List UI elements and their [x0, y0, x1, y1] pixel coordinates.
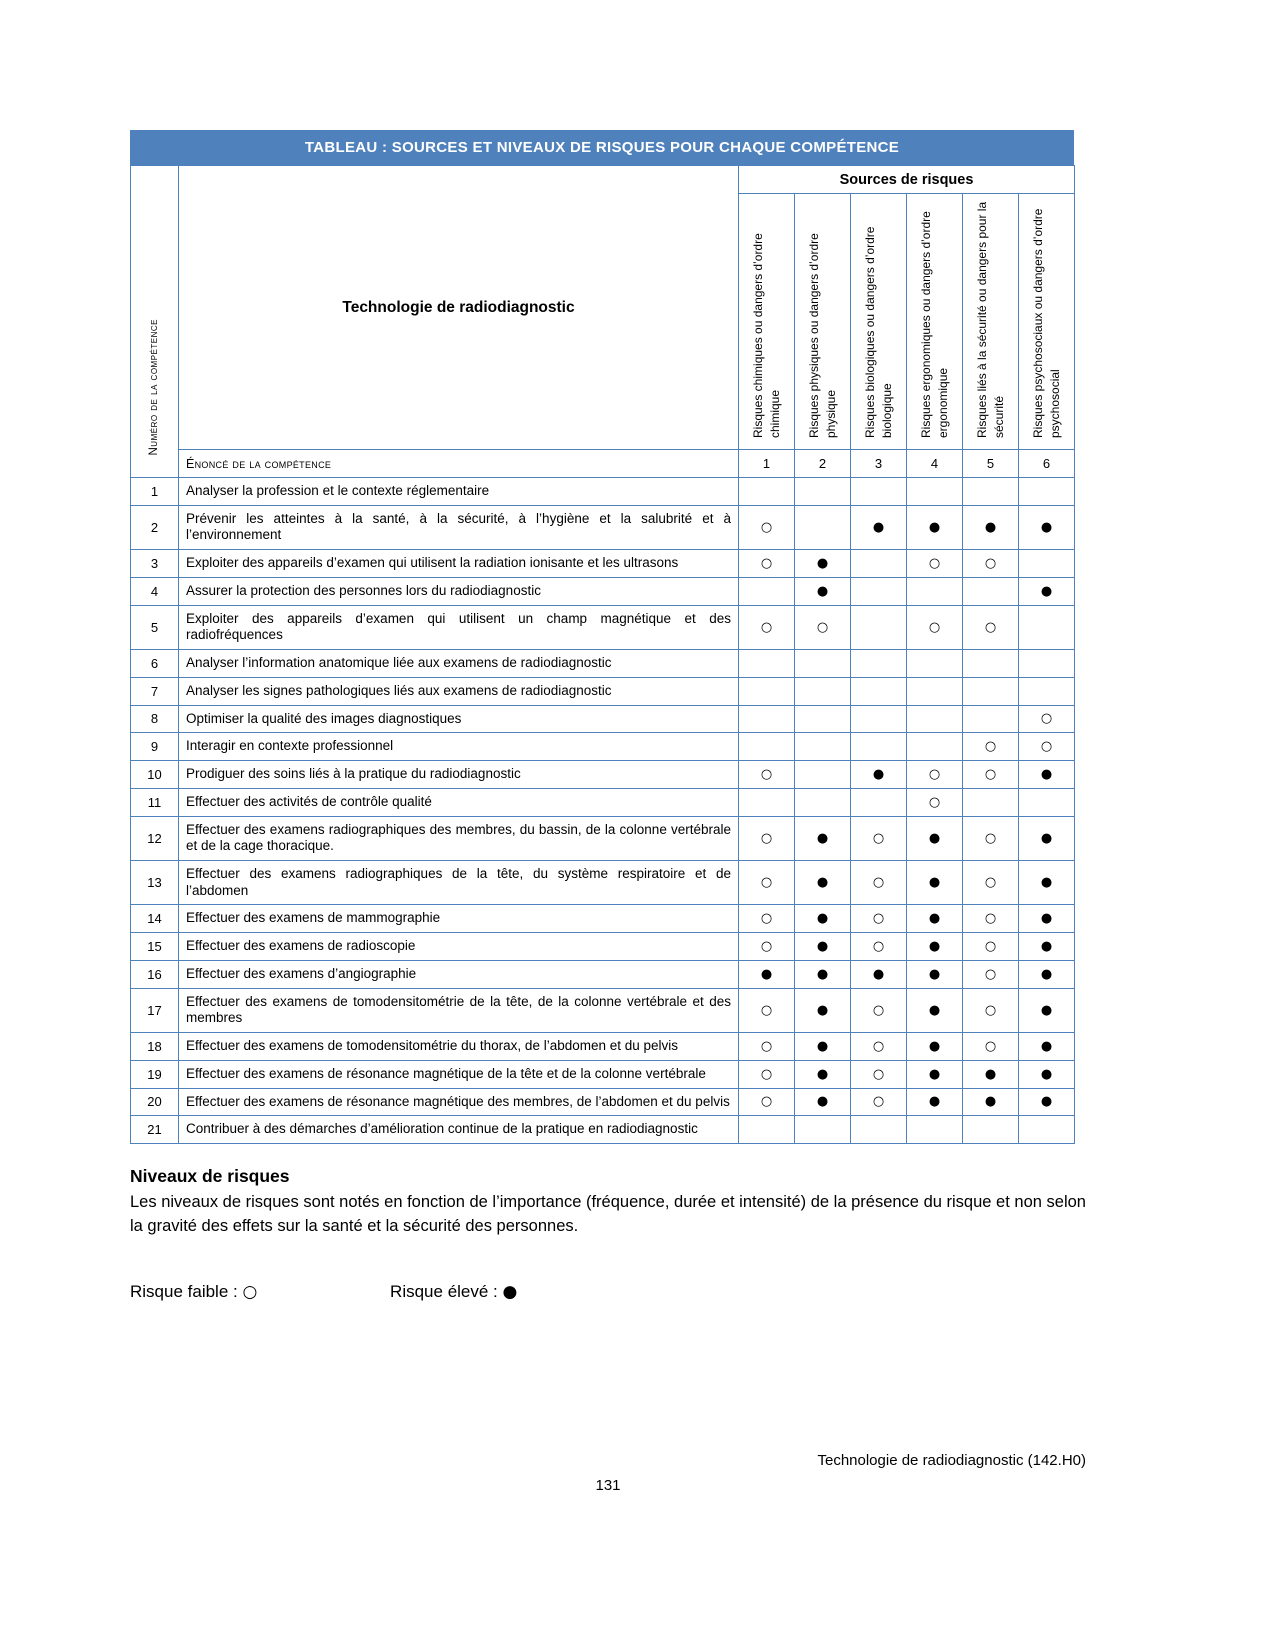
mark-cell-empty: [851, 605, 907, 649]
high-risk-marker: ●: [1019, 960, 1075, 988]
mark-cell-empty: [851, 650, 907, 678]
mark-cell-empty: [1019, 788, 1075, 816]
low-risk-marker: ○: [963, 550, 1019, 578]
competency-number: 5: [131, 605, 179, 649]
mark-cell-empty: [851, 733, 907, 761]
mark-cell-empty: [907, 733, 963, 761]
competency-number: 17: [131, 988, 179, 1032]
mark-cell-empty: [907, 705, 963, 733]
program-title-cell: [179, 166, 739, 450]
competency-text: Effectuer des examens radiographiques des membres, du bassin, de la colonne vertébrale et de la cage thoracique.: [179, 816, 739, 860]
mark-cell-empty: [907, 577, 963, 605]
high-risk-marker: ●: [1019, 933, 1075, 961]
competency-number: 1: [131, 478, 179, 506]
risk-column-label-1: Risques chimiques ou dangers d’ordre chimique: [750, 233, 782, 438]
table-row: [131, 761, 1075, 789]
risk-column-label-4: Risques ergonomiques ou dangers d’ordre ergonomique: [918, 211, 950, 438]
competency-number: 10: [131, 761, 179, 789]
mark-cell-empty: [851, 478, 907, 506]
table-row: [131, 605, 1075, 649]
risk-column-header-3: [851, 194, 907, 450]
low-risk-marker: ○: [739, 1033, 795, 1061]
high-risk-marker: ●: [963, 505, 1019, 549]
competency-text: Effectuer des examens de radioscopie: [179, 933, 739, 961]
competency-text: Exploiter des appareils d’examen qui utilisent la radiation ionisante et les ultrasons: [179, 550, 739, 578]
risk-column-number-4: 4: [907, 450, 963, 478]
low-risk-marker: ○: [963, 905, 1019, 933]
competency-number: 21: [131, 1116, 179, 1144]
competency-number: 2: [131, 505, 179, 549]
low-risk-marker: ○: [739, 1088, 795, 1116]
competency-text: Analyser l’information anatomique liée aux examens de radiodiagnostic: [179, 650, 739, 678]
competency-number: 9: [131, 733, 179, 761]
risk-column-label-2: Risques physiques ou dangers d’ordre physique: [806, 233, 838, 438]
competency-number: 7: [131, 677, 179, 705]
mark-cell-empty: [963, 677, 1019, 705]
high-risk-marker: ●: [907, 960, 963, 988]
competency-text: Effectuer des examens radiographiques de la tête, du système respiratoire et de l’abdomen: [179, 861, 739, 905]
competency-number: 20: [131, 1088, 179, 1116]
low-risk-marker: ○: [739, 1060, 795, 1088]
high-risk-marker: ●: [907, 933, 963, 961]
risk-column-header-6: [1019, 194, 1075, 450]
table-row: [131, 1033, 1075, 1061]
table-row: [131, 650, 1075, 678]
table-section: [130, 130, 1086, 1302]
high-risk-marker: ●: [907, 1088, 963, 1116]
table-row: [131, 933, 1075, 961]
low-risk-marker: ○: [739, 505, 795, 549]
numero-column-label: Numéro de la compétence: [148, 319, 161, 456]
high-risk-marker: ●: [1019, 505, 1075, 549]
program-title: Technologie de radiodiagnostic: [342, 298, 575, 316]
competency-text: Effectuer des examens de mammographie: [179, 905, 739, 933]
competency-text: Effectuer des activités de contrôle qualité: [179, 788, 739, 816]
table-row: [131, 1088, 1075, 1116]
table-title-bar: TABLEAU : SOURCES ET NIVEAUX DE RISQUES POUR CHAQUE COMPÉTENCE: [130, 130, 1074, 165]
competency-number: 8: [131, 705, 179, 733]
mark-cell-empty: [907, 650, 963, 678]
high-risk-marker: ●: [1019, 1033, 1075, 1061]
low-risk-marker: ○: [851, 816, 907, 860]
competency-number: 13: [131, 861, 179, 905]
low-risk-marker: ○: [739, 905, 795, 933]
competency-text: Analyser les signes pathologiques liés aux examens de radiodiagnostic: [179, 677, 739, 705]
risk-column-header-2: [795, 194, 851, 450]
high-risk-marker: ●: [907, 905, 963, 933]
mark-cell-empty: [795, 705, 851, 733]
low-risk-marker: ○: [1019, 733, 1075, 761]
low-risk-marker: ○: [1019, 705, 1075, 733]
competency-number: 4: [131, 577, 179, 605]
competency-number: 16: [131, 960, 179, 988]
mark-cell-empty: [795, 677, 851, 705]
legend-high-label: Risque élevé :: [390, 1281, 498, 1301]
page-number: 131: [595, 1477, 621, 1494]
mark-cell-empty: [739, 650, 795, 678]
low-risk-marker: ○: [851, 905, 907, 933]
document-footer: Technologie de radiodiagnostic (142.H0): [817, 1452, 1086, 1469]
mark-cell-empty: [795, 650, 851, 678]
high-risk-marker: ●: [1019, 577, 1075, 605]
high-risk-marker: ●: [851, 761, 907, 789]
high-risk-marker: ●: [1019, 861, 1075, 905]
low-risk-symbol: ○: [242, 1281, 258, 1302]
high-risk-marker: ●: [739, 960, 795, 988]
low-risk-marker: ○: [851, 1033, 907, 1061]
low-risk-marker: ○: [963, 1033, 1019, 1061]
mark-cell-empty: [963, 705, 1019, 733]
notes-body: Les niveaux de risques sont notés en fonction de l’importance (fréquence, durée et intensité) de la présence du risque et non selon la gravité des effets sur la santé et la sécurité des personnes.: [130, 1193, 1086, 1235]
low-risk-marker: ○: [739, 861, 795, 905]
low-risk-marker: ○: [739, 933, 795, 961]
low-risk-marker: ○: [963, 933, 1019, 961]
competency-text: Optimiser la qualité des images diagnostiques: [179, 705, 739, 733]
competency-text: Exploiter des appareils d’examen qui utilisent un champ magnétique et des radiofréquences: [179, 605, 739, 649]
table-row: [131, 788, 1075, 816]
high-risk-marker: ●: [1019, 905, 1075, 933]
table-row: [131, 505, 1075, 549]
competency-number: 15: [131, 933, 179, 961]
mark-cell-empty: [963, 650, 1019, 678]
sources-header: Sources de risques: [739, 166, 1075, 194]
competency-number: 12: [131, 816, 179, 860]
competency-text: Effectuer des examens de résonance magnétique de la tête et de la colonne vertébrale: [179, 1060, 739, 1088]
high-risk-marker: ●: [795, 816, 851, 860]
high-risk-marker: ●: [907, 505, 963, 549]
mark-cell-empty: [795, 788, 851, 816]
high-risk-marker: ●: [795, 905, 851, 933]
low-risk-marker: ○: [963, 761, 1019, 789]
competency-number: 18: [131, 1033, 179, 1061]
mark-cell-empty: [795, 478, 851, 506]
low-risk-marker: ○: [739, 550, 795, 578]
mark-cell-empty: [795, 761, 851, 789]
high-risk-marker: ●: [795, 933, 851, 961]
competency-text: Effectuer des examens de tomodensitométrie du thorax, de l’abdomen et du pelvis: [179, 1033, 739, 1061]
risk-column-number-5: 5: [963, 450, 1019, 478]
competency-text: Interagir en contexte professionnel: [179, 733, 739, 761]
low-risk-marker: ○: [739, 988, 795, 1032]
mark-cell-empty: [1019, 677, 1075, 705]
mark-cell-empty: [1019, 650, 1075, 678]
high-risk-marker: ●: [795, 960, 851, 988]
competency-text: Prévenir les atteintes à la santé, à la sécurité, à l’hygiène et la salubrité et à l’environnement: [179, 505, 739, 549]
high-risk-marker: ●: [795, 1033, 851, 1061]
low-risk-marker: ○: [907, 788, 963, 816]
mark-cell-empty: [851, 1116, 907, 1144]
low-risk-marker: ○: [907, 550, 963, 578]
table-row: [131, 1060, 1075, 1088]
mark-cell-empty: [851, 705, 907, 733]
mark-cell-empty: [963, 478, 1019, 506]
high-risk-marker: ●: [1019, 1088, 1075, 1116]
low-risk-marker: ○: [795, 605, 851, 649]
high-risk-marker: ●: [795, 1060, 851, 1088]
mark-cell-empty: [739, 705, 795, 733]
risk-column-number-6: 6: [1019, 450, 1075, 478]
mark-cell-empty: [907, 677, 963, 705]
mark-cell-empty: [739, 1116, 795, 1144]
enonce-row: [131, 450, 1075, 478]
high-risk-marker: ●: [1019, 761, 1075, 789]
table-row: [131, 550, 1075, 578]
table-row: [131, 905, 1075, 933]
risk-legend: [130, 1282, 1086, 1302]
low-risk-marker: ○: [851, 1060, 907, 1088]
mark-cell-empty: [907, 1116, 963, 1144]
header-row-top: [131, 166, 1075, 194]
risk-column-number-3: 3: [851, 450, 907, 478]
table-row: [131, 705, 1075, 733]
mark-cell-empty: [739, 577, 795, 605]
table-row: [131, 861, 1075, 905]
mark-cell-empty: [795, 1116, 851, 1144]
low-risk-marker: ○: [963, 605, 1019, 649]
mark-cell-empty: [795, 733, 851, 761]
high-risk-marker: ●: [907, 988, 963, 1032]
high-risk-marker: ●: [795, 1088, 851, 1116]
low-risk-marker: ○: [907, 605, 963, 649]
low-risk-marker: ○: [963, 988, 1019, 1032]
high-risk-symbol: ●: [502, 1281, 518, 1302]
enonce-label: Énoncé de la compétence: [179, 450, 739, 478]
low-risk-marker: ○: [739, 816, 795, 860]
competency-number: 6: [131, 650, 179, 678]
high-risk-marker: ●: [795, 577, 851, 605]
high-risk-marker: ●: [795, 861, 851, 905]
table-row: [131, 677, 1075, 705]
mark-cell-empty: [739, 788, 795, 816]
mark-cell-empty: [1019, 1116, 1075, 1144]
risk-column-number-2: 2: [795, 450, 851, 478]
mark-cell-empty: [1019, 550, 1075, 578]
mark-cell-empty: [739, 677, 795, 705]
risk-column-label-3: Risques biologiques ou dangers d’ordre biologique: [862, 226, 894, 438]
competency-rows: [131, 478, 1075, 1144]
mark-cell-empty: [851, 577, 907, 605]
risk-column-header-4: [907, 194, 963, 450]
low-risk-marker: ○: [739, 761, 795, 789]
mark-cell-empty: [851, 677, 907, 705]
competency-text: Effectuer des examens de résonance magnétique des membres, de l’abdomen et du pelvis: [179, 1088, 739, 1116]
risk-column-number-1: 1: [739, 450, 795, 478]
mark-cell-empty: [963, 788, 1019, 816]
table-row: [131, 478, 1075, 506]
low-risk-marker: ○: [851, 1088, 907, 1116]
low-risk-marker: ○: [739, 605, 795, 649]
high-risk-marker: ●: [907, 1033, 963, 1061]
low-risk-marker: ○: [963, 861, 1019, 905]
competency-number: 14: [131, 905, 179, 933]
mark-cell-empty: [907, 478, 963, 506]
competency-text: Effectuer des examens d’angiographie: [179, 960, 739, 988]
high-risk-marker: ●: [851, 505, 907, 549]
table-row: [131, 733, 1075, 761]
risk-column-label-5: Risques liés à la sécurité ou dangers pour la sécurité: [974, 201, 1006, 438]
competency-text: Contribuer à des démarches d’amélioration continue de la pratique en radiodiagnostic: [179, 1116, 739, 1144]
high-risk-marker: ●: [851, 960, 907, 988]
mark-cell-empty: [739, 478, 795, 506]
low-risk-marker: ○: [963, 960, 1019, 988]
table-row: [131, 988, 1075, 1032]
mark-cell-empty: [1019, 478, 1075, 506]
high-risk-marker: ●: [907, 861, 963, 905]
table-row: [131, 816, 1075, 860]
table-row: [131, 577, 1075, 605]
high-risk-marker: ●: [1019, 988, 1075, 1032]
high-risk-marker: ●: [1019, 1060, 1075, 1088]
notes-heading: Niveaux de risques: [130, 1166, 290, 1187]
mark-cell-empty: [963, 577, 1019, 605]
high-risk-marker: ●: [1019, 816, 1075, 860]
table-row: [131, 960, 1075, 988]
competency-number: 19: [131, 1060, 179, 1088]
low-risk-marker: ○: [851, 988, 907, 1032]
competency-text: Assurer la protection des personnes lors du radiodiagnostic: [179, 577, 739, 605]
notes-section: [130, 1166, 1086, 1302]
risk-column-label-6: Risques psychosociaux ou dangers d’ordre psychosocial: [1030, 208, 1062, 438]
risk-column-header-5: [963, 194, 1019, 450]
low-risk-marker: ○: [851, 861, 907, 905]
low-risk-marker: ○: [963, 733, 1019, 761]
competency-text: Prodiguer des soins liés à la pratique du radiodiagnostic: [179, 761, 739, 789]
mark-cell-empty: [1019, 605, 1075, 649]
table-row: [131, 1116, 1075, 1144]
mark-cell-empty: [795, 505, 851, 549]
competency-number: 11: [131, 788, 179, 816]
table-header: [131, 166, 1075, 478]
high-risk-marker: ●: [795, 550, 851, 578]
competency-text: Effectuer des examens de tomodensitométrie de la tête, de la colonne vertébrale et des membres: [179, 988, 739, 1032]
numero-column-header: [131, 166, 179, 478]
high-risk-marker: ●: [795, 988, 851, 1032]
low-risk-marker: ○: [851, 933, 907, 961]
high-risk-marker: ●: [963, 1088, 1019, 1116]
competency-number: 3: [131, 550, 179, 578]
high-risk-marker: ●: [963, 1060, 1019, 1088]
low-risk-marker: ○: [907, 761, 963, 789]
legend-low-label: Risque faible :: [130, 1281, 238, 1301]
competency-text: Analyser la profession et le contexte réglementaire: [179, 478, 739, 506]
low-risk-marker: ○: [963, 816, 1019, 860]
mark-cell-empty: [851, 550, 907, 578]
mark-cell-empty: [963, 1116, 1019, 1144]
risk-table: [130, 165, 1075, 1144]
high-risk-marker: ●: [907, 816, 963, 860]
mark-cell-empty: [739, 733, 795, 761]
risk-column-header-1: [739, 194, 795, 450]
high-risk-marker: ●: [907, 1060, 963, 1088]
mark-cell-empty: [851, 788, 907, 816]
